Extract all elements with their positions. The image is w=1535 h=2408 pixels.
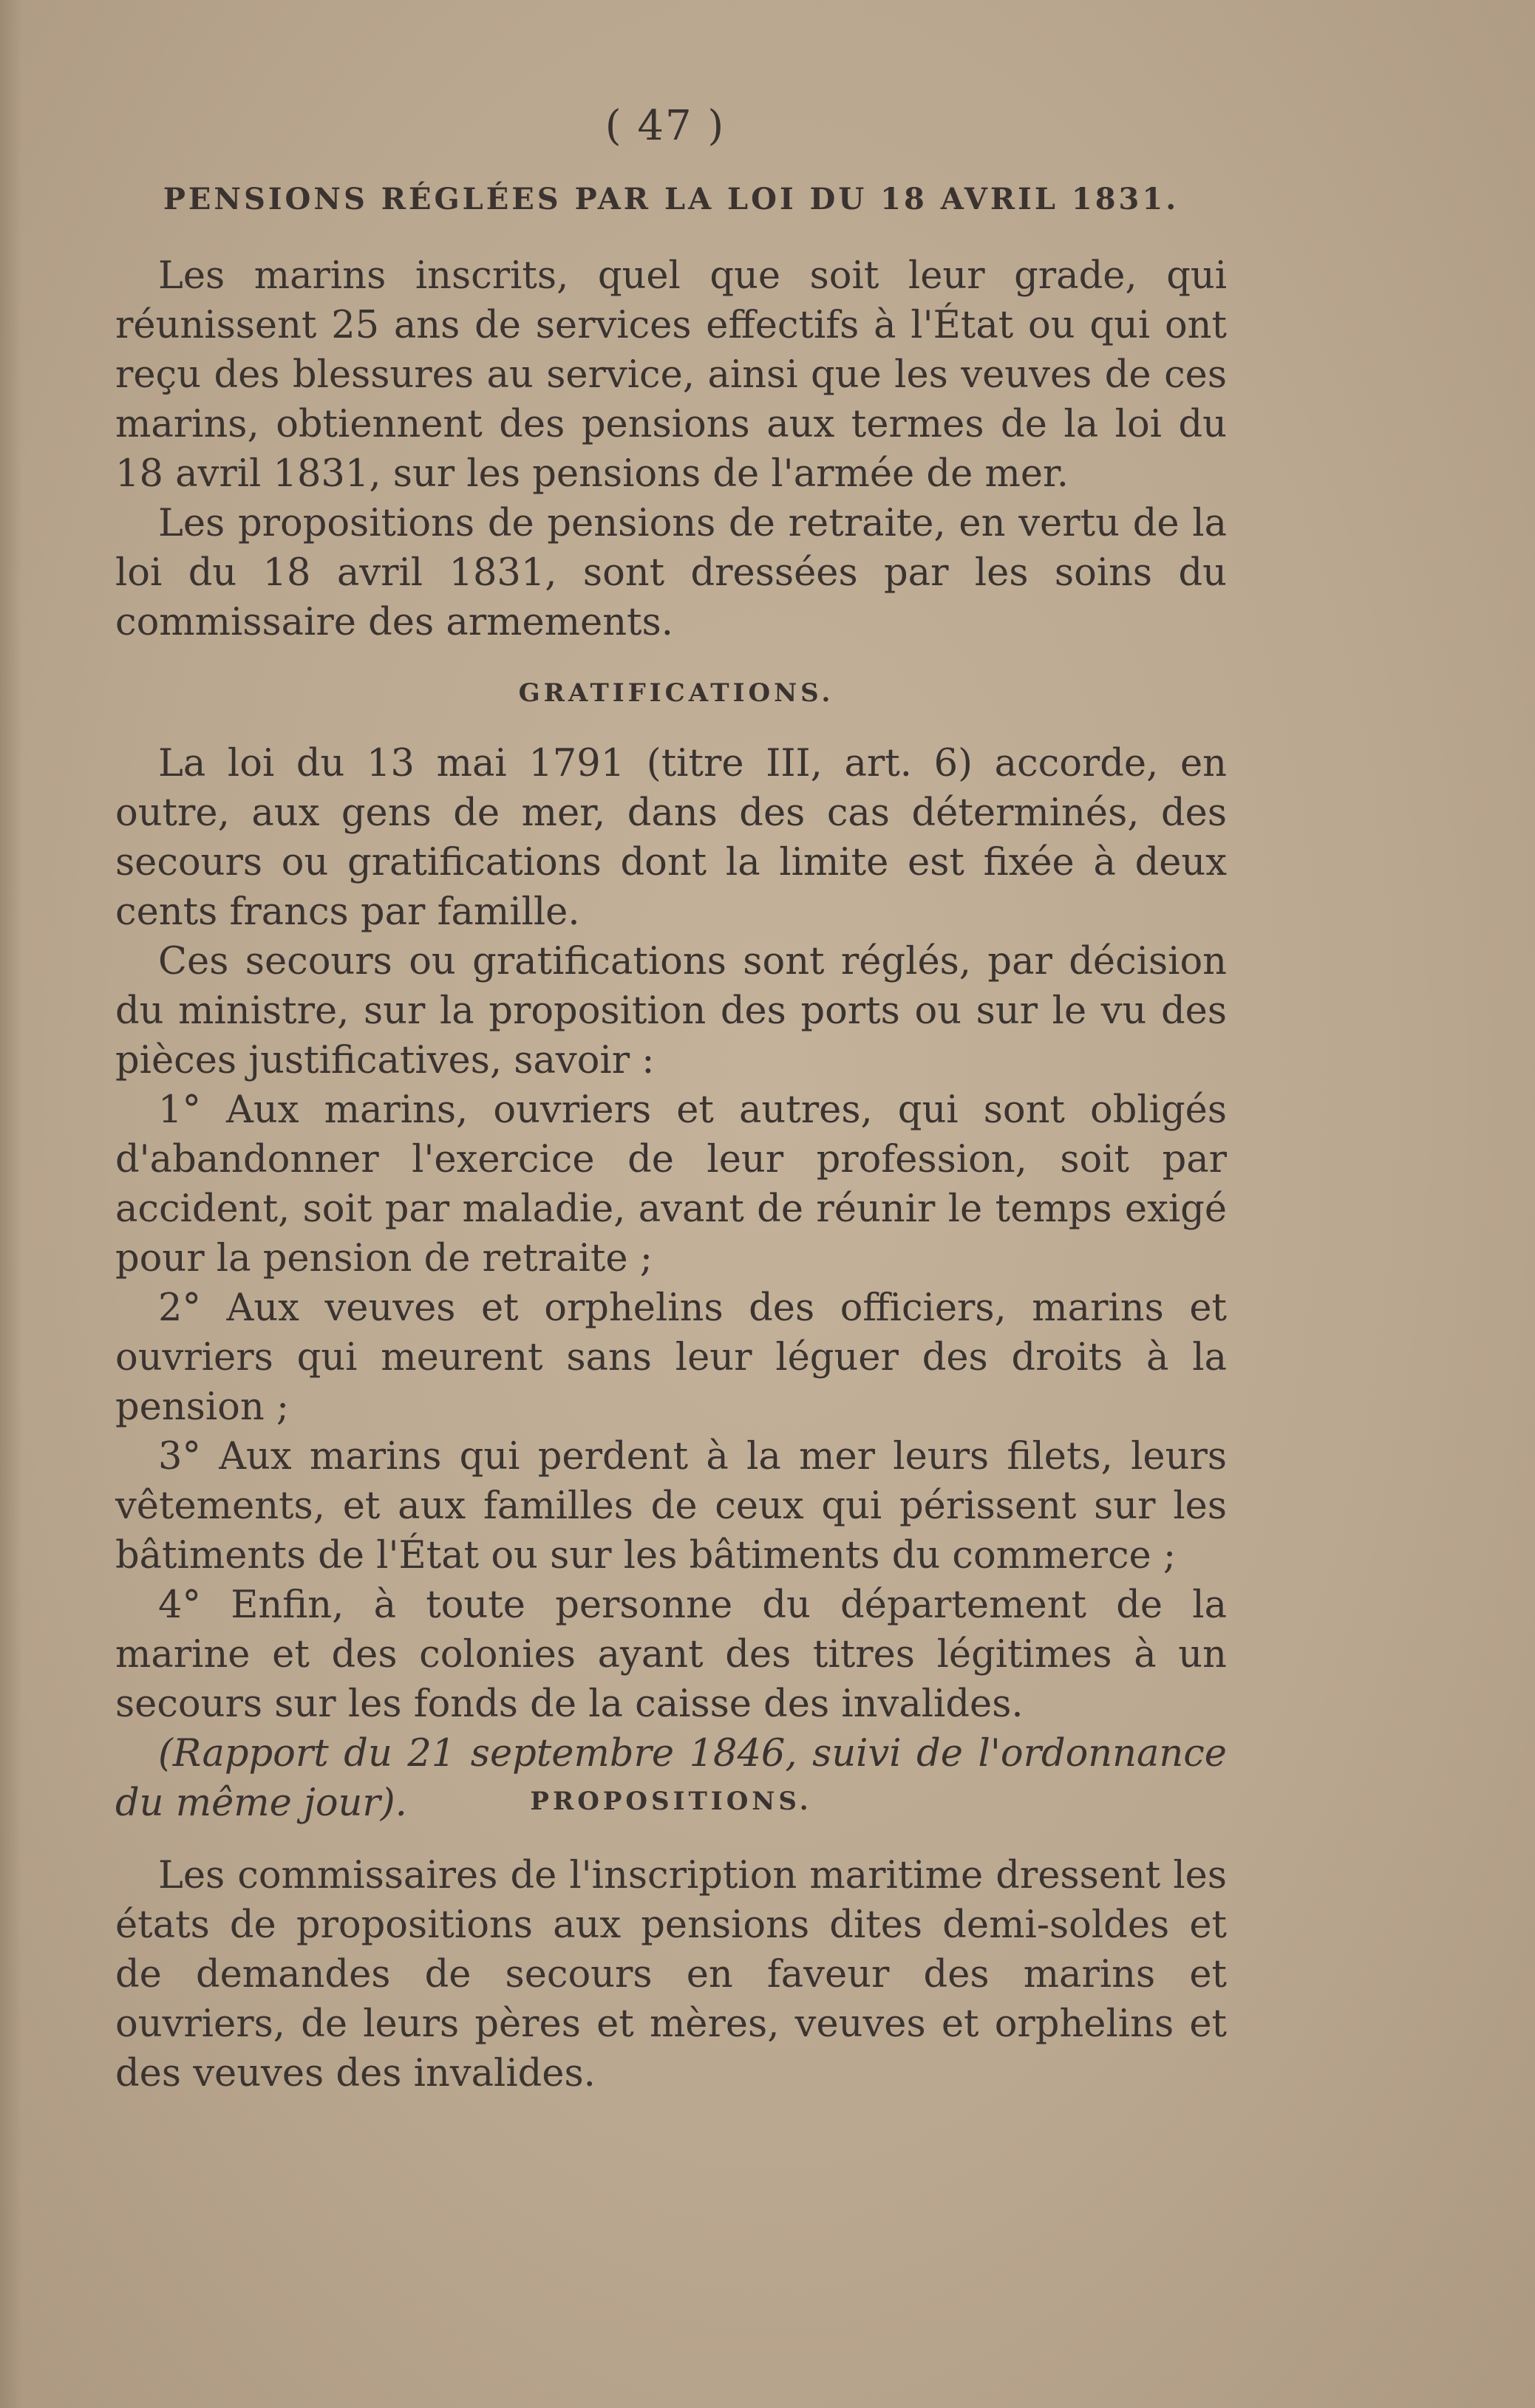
section-heading-propositions: PROPOSITIONS. (530, 1787, 812, 1816)
paragraph: 1° Aux marins, ouvriers et autres, qui sont obligés d'abandonner l'exercice de leur profession, soit par accident, soit par maladie, avant de réunir le temps exigé pour la pension de retraite ; (115, 1088, 1227, 1280)
paragraph: 4° Enfin, à toute personne du département de la marine et des colonies ayant des titres légitimes à un secours sur les fonds de la caisse des invalides. (115, 1583, 1227, 1726)
paragraph: 2° Aux veuves et orphelins des officiers, marins et ouvriers qui meurent sans leur léguer des droits à la pension ; (115, 1286, 1227, 1429)
section-gratifications (115, 739, 1227, 1828)
page-number: ( 47 ) (605, 102, 726, 150)
section-propositions (115, 1851, 1227, 2098)
section-pensions (115, 251, 1227, 647)
legal-reference: (Rapport du 21 septembre 1846, suivi de l'ordonnance du même jour). (115, 1732, 1227, 1825)
paragraph: Les marins inscrits, quel que soit leur grade, qui réunissent 25 ans de services effectifs à l'État ou qui ont reçu des blessures au service, ainsi que les veuves de ces marins, obtiennent des pensions aux termes de la loi du 18 avril 1831, sur les pensions de l'armée de mer. (115, 254, 1227, 496)
paragraph: Les propositions de pensions de retraite, en vertu de la loi du 18 avril 1831, sont dressées par les soins du commissaire des armements. (115, 502, 1227, 644)
section-heading-gratifications: GRATIFICATIONS. (518, 678, 834, 708)
paragraph: Ces secours ou gratifications sont réglés, par décision du ministre, sur la proposition des ports ou sur le vu des pièces justificatives, savoir : (115, 940, 1227, 1082)
paragraph: Les commissaires de l'inscription maritime dressent les états de propositions aux pensions dites demi-soldes et de demandes de secours en faveur des marins et ouvriers, de leurs pères et mères, veuves et orphelins et des veuves des invalides. (115, 1854, 1227, 2095)
paragraph: 3° Aux marins qui perdent à la mer leurs filets, leurs vêtements, et aux familles de ceux qui périssent sur les bâtiments de l'État ou sur les bâtiments du commerce ; (115, 1435, 1227, 1578)
paragraph: La loi du 13 mai 1791 (titre III, art. 6) accorde, en outre, aux gens de mer, dans des cas déterminés, des secours ou gratifications dont la limite est fixée à deux cents francs par famille. (115, 742, 1227, 934)
section-heading-pensions: PENSIONS RÉGLÉES PAR LA LOI DU 18 AVRIL 1831. (163, 182, 1180, 216)
